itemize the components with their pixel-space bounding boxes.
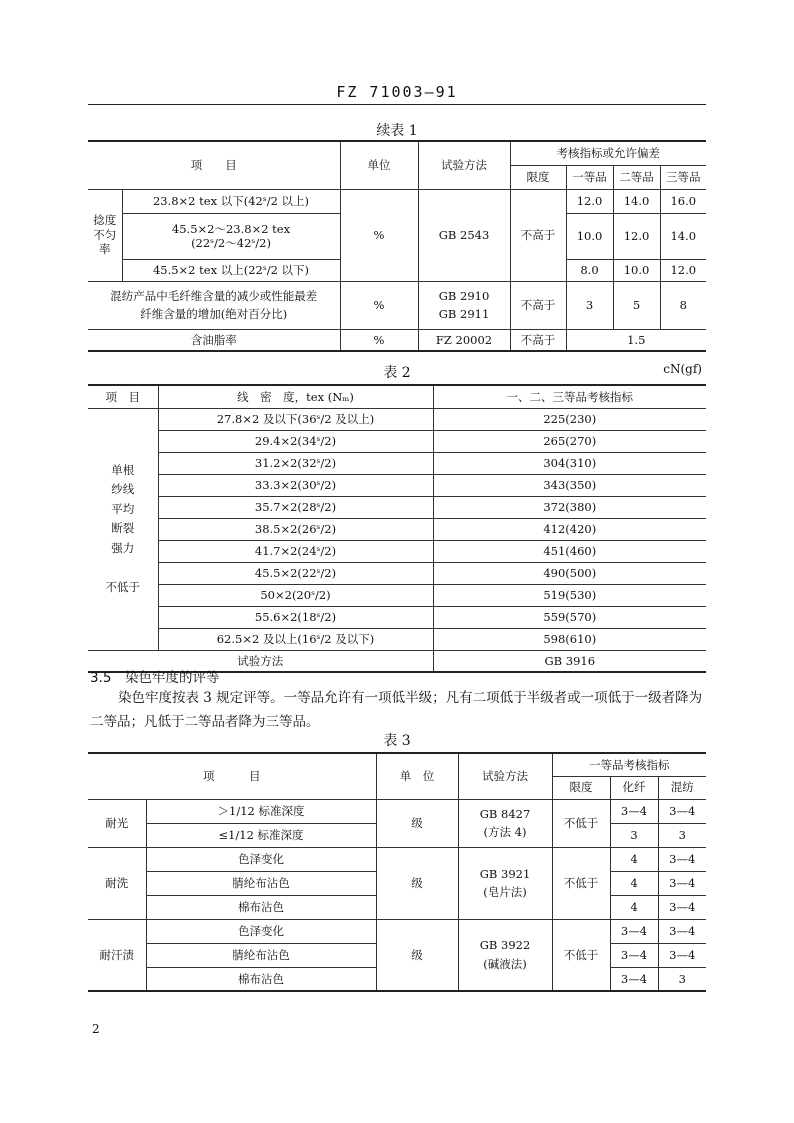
- t2-density-9: 50×2(20ˢ/2): [158, 584, 433, 606]
- t3-light-unit: 级: [376, 799, 458, 847]
- t1-oil-limit: 不高于: [510, 329, 566, 351]
- t1-twist-g3-3: 12.0: [660, 259, 706, 281]
- t1-header-grade1: 一等品: [566, 165, 613, 189]
- t3-header-unit: 单 位: [376, 753, 458, 799]
- t2-method-label: 试验方法: [88, 650, 433, 672]
- t1-blend-unit: %: [340, 281, 418, 329]
- t1-twist-g1-1: 12.0: [566, 189, 613, 213]
- t3-light-chem-1: 3—4: [610, 799, 658, 823]
- t1-oil-method: FZ 20002: [418, 329, 510, 351]
- t2-density-5: 35.7×2(28ˢ/2): [158, 496, 433, 518]
- t1-twist-g3-2: 14.0: [660, 213, 706, 259]
- header-rule: [88, 104, 706, 105]
- t3-wash-limit: 不低于: [552, 847, 610, 919]
- t2-density-7: 41.7×2(24ˢ/2): [158, 540, 433, 562]
- t1-blend-g2: 5: [613, 281, 660, 329]
- t2-value-3: 304(310): [433, 452, 706, 474]
- t3-wash-blend-2: 3—4: [658, 871, 706, 895]
- t2-header-density: 线 密 度，tex (Nₘ): [158, 385, 433, 408]
- t3-sweat-blend-3: 3: [658, 967, 706, 991]
- t1-blend-g1: 3: [566, 281, 613, 329]
- t3-wash-item-2: 腈纶布沾色: [146, 871, 376, 895]
- t1-twist-g1-3: 8.0: [566, 259, 613, 281]
- t3-light-item-2: ≤1/12 标准深度: [146, 823, 376, 847]
- t2-value-6: 412(420): [433, 518, 706, 540]
- t3-wash-chem-3: 4: [610, 895, 658, 919]
- page-number: 2: [92, 1022, 100, 1036]
- standard-code: FZ 71003—91: [336, 83, 458, 101]
- t2-density-10: 55.6×2(18ˢ/2): [158, 606, 433, 628]
- t3-wash-unit: 级: [376, 847, 458, 919]
- t3-group-wash: 耐洗: [88, 847, 146, 919]
- t3-group-sweat: 耐汗渍: [88, 919, 146, 991]
- table1: [88, 140, 706, 352]
- t1-header-method: 试验方法: [418, 141, 510, 189]
- table2-unit-note: cN(gf): [663, 362, 702, 376]
- t3-sweat-chem-3: 3—4: [610, 967, 658, 991]
- t3-sweat-blend-1: 3—4: [658, 919, 706, 943]
- t3-sweat-method: GB 3922 (碱液法): [458, 919, 552, 991]
- t1-twist-g1-2: 10.0: [566, 213, 613, 259]
- t1-blend-item: 混纺产品中毛纤维含量的减少或性能最差 纤维含量的增加(绝对百分比): [88, 281, 340, 329]
- t1-twist-limit: 不高于: [510, 189, 566, 281]
- t1-twist-g2-1: 14.0: [613, 189, 660, 213]
- t2-value-7: 451(460): [433, 540, 706, 562]
- table2: [88, 384, 706, 673]
- t1-blend-limit: 不高于: [510, 281, 566, 329]
- t3-light-blend-1: 3—4: [658, 799, 706, 823]
- t3-light-method: GB 8427 (方法 4): [458, 799, 552, 847]
- t1-twist-item-2: 45.5×2～23.8×2 tex (22ˢ/2～42ˢ/2): [122, 213, 340, 259]
- t1-twist-g2-2: 12.0: [613, 213, 660, 259]
- t1-header-grade3: 三等品: [660, 165, 706, 189]
- t1-blend-method: GB 2910 GB 2911: [418, 281, 510, 329]
- t3-wash-blend-1: 3—4: [658, 847, 706, 871]
- t1-twist-item-1: 23.8×2 tex 以下(42ˢ/2 以上): [122, 189, 340, 213]
- t2-density-1: 27.8×2 及以下(36ˢ/2 及以上): [158, 408, 433, 430]
- t3-sweat-item-3: 棉布沾色: [146, 967, 376, 991]
- t3-header-chem: 化纤: [610, 776, 658, 799]
- t1-twist-unit: %: [340, 189, 418, 281]
- t1-twist-label: 捻度 不匀 率: [88, 189, 122, 281]
- t3-wash-item-1: 色泽变化: [146, 847, 376, 871]
- t2-value-4: 343(350): [433, 474, 706, 496]
- t3-group-light: 耐光: [88, 799, 146, 847]
- t3-header-item: 项 目: [88, 753, 376, 799]
- t2-value-5: 372(380): [433, 496, 706, 518]
- t3-header-group: 一等品考核指标: [552, 753, 706, 776]
- t3-header-method: 试验方法: [458, 753, 552, 799]
- t1-twist-item-3: 45.5×2 tex 以上(22ˢ/2 以下): [122, 259, 340, 281]
- t2-density-6: 38.5×2(26ˢ/2): [158, 518, 433, 540]
- t3-sweat-item-2: 腈纶布沾色: [146, 943, 376, 967]
- t1-header-limit: 限度: [510, 165, 566, 189]
- t2-density-8: 45.5×2(22ˢ/2): [158, 562, 433, 584]
- t1-oil-value: 1.5: [566, 329, 706, 351]
- t1-oil-unit: %: [340, 329, 418, 351]
- t3-header-limit: 限度: [552, 776, 610, 799]
- t1-twist-g3-1: 16.0: [660, 189, 706, 213]
- t3-wash-method: GB 3921 (皂片法): [458, 847, 552, 919]
- t1-header-group: 考核指标或允许偏差: [510, 141, 706, 165]
- table3-caption: 表 3: [383, 733, 411, 749]
- t3-wash-chem-2: 4: [610, 871, 658, 895]
- t2-density-2: 29.4×2(34ˢ/2): [158, 430, 433, 452]
- t1-header-unit: 单位: [340, 141, 418, 189]
- table2-caption: 表 2: [383, 365, 411, 381]
- t3-sweat-limit: 不低于: [552, 919, 610, 991]
- t1-twist-method: GB 2543: [418, 189, 510, 281]
- t3-header-blend: 混纺: [658, 776, 706, 799]
- section-heading: 3.5 染色牢度的评等: [90, 670, 220, 686]
- t3-light-limit: 不低于: [552, 799, 610, 847]
- t3-sweat-unit: 级: [376, 919, 458, 991]
- section-paragraph: 染色牢度按表 3 规定评等。一等品允许有一项低半级；凡有二项低于半级者或一项低于一级者降为二等品；凡低于二等品者降为三等品。: [90, 690, 703, 730]
- t2-header-item: 项 目: [88, 385, 158, 408]
- t2-method-value: GB 3916: [433, 650, 706, 672]
- t1-header-item: 项 目: [88, 141, 340, 189]
- t3-wash-blend-3: 3—4: [658, 895, 706, 919]
- t1-twist-g2-3: 10.0: [613, 259, 660, 281]
- t2-value-2: 265(270): [433, 430, 706, 452]
- t1-header-grade2: 二等品: [613, 165, 660, 189]
- t3-wash-item-3: 棉布沾色: [146, 895, 376, 919]
- t2-density-3: 31.2×2(32ˢ/2): [158, 452, 433, 474]
- t2-header-index: 一、二、三等品考核指标: [433, 385, 706, 408]
- t2-value-11: 598(610): [433, 628, 706, 650]
- t3-sweat-chem-2: 3—4: [610, 943, 658, 967]
- t3-sweat-chem-1: 3—4: [610, 919, 658, 943]
- t2-value-9: 519(530): [433, 584, 706, 606]
- t1-blend-g3: 8: [660, 281, 706, 329]
- t3-wash-chem-1: 4: [610, 847, 658, 871]
- table3: [88, 752, 706, 992]
- t2-side-label: 单根 纱线 平均 断裂 强力 不低于: [88, 408, 158, 650]
- t3-sweat-item-1: 色泽变化: [146, 919, 376, 943]
- table1-caption: 续表 1: [376, 123, 418, 139]
- t2-density-4: 33.3×2(30ˢ/2): [158, 474, 433, 496]
- t1-oil-item: 含油脂率: [88, 329, 340, 351]
- t3-light-blend-2: 3: [658, 823, 706, 847]
- t2-density-11: 62.5×2 及以上(16ˢ/2 及以下): [158, 628, 433, 650]
- t2-value-1: 225(230): [433, 408, 706, 430]
- t2-value-10: 559(570): [433, 606, 706, 628]
- t3-light-item-1: ＞1/12 标准深度: [146, 799, 376, 823]
- t3-light-chem-2: 3: [610, 823, 658, 847]
- t2-value-8: 490(500): [433, 562, 706, 584]
- t3-sweat-blend-2: 3—4: [658, 943, 706, 967]
